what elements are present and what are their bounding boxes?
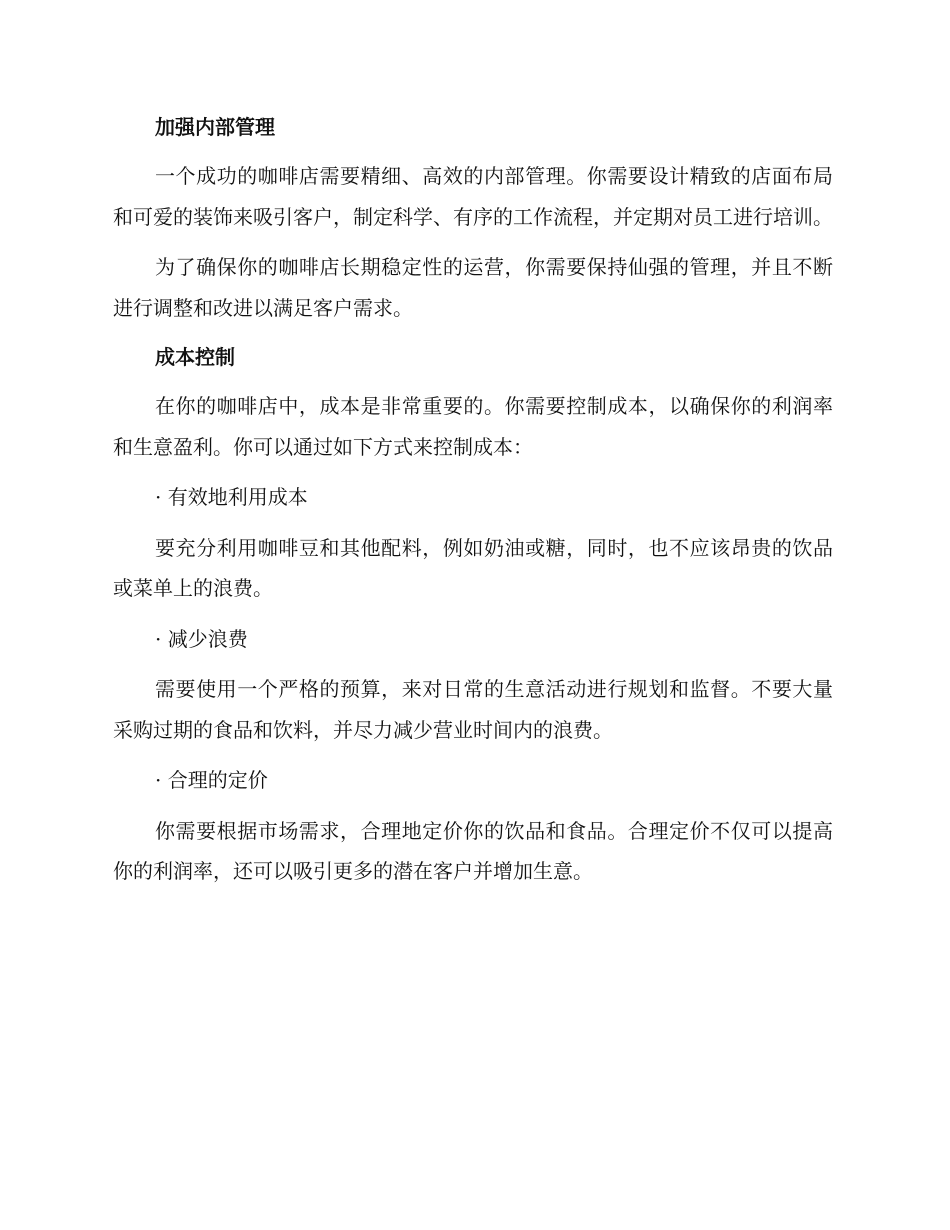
paragraph-reduce-waste: 需要使用一个严格的预算，来对日常的生意活动进行规划和监督。不要大量采购过期的食品和饮料，并尽力减少营业时间内的浪费。 <box>113 677 833 742</box>
paragraph-reasonable-pricing: 你需要根据市场需求，合理地定价你的饮品和食品。合理定价不仅可以提高你的利润率，还可以吸引更多的潜在客户并增加生意。 <box>113 818 833 883</box>
paragraph-cost-control-intro: 在你的咖啡店中，成本是非常重要的。你需要控制成本，以确保你的利润率和生意盈利。你可以通过如下方式来控制成本： <box>113 394 833 459</box>
document-page <box>113 108 833 902</box>
bullet-use-costs-effectively: · 有效地利用成本 <box>155 485 308 509</box>
paragraph-use-costs-effectively: 要充分利用咖啡豆和其他配料，例如奶油或糖，同时，也不应该昂贵的饮品或菜单上的浪费。 <box>113 535 833 600</box>
paragraph-internal-management-1: 一个成功的咖啡店需要精细、高效的内部管理。你需要设计精致的店面布局和可爱的装饰来吸引客户，制定科学、有序的工作流程，并定期对员工进行培训。 <box>113 164 833 229</box>
bullet-reduce-waste: · 减少浪费 <box>155 626 248 651</box>
bullet-reasonable-pricing: · 合理的定价 <box>155 768 268 792</box>
section-heading-cost-control: 成本控制 <box>155 345 235 369</box>
section-heading-internal-management: 加强内部管理 <box>155 115 275 139</box>
paragraph-internal-management-2: 为了确保你的咖啡店长期稳定性的运营，你需要保持仙强的管理，并且不断进行调整和改进以满足客户需求。 <box>113 255 833 320</box>
